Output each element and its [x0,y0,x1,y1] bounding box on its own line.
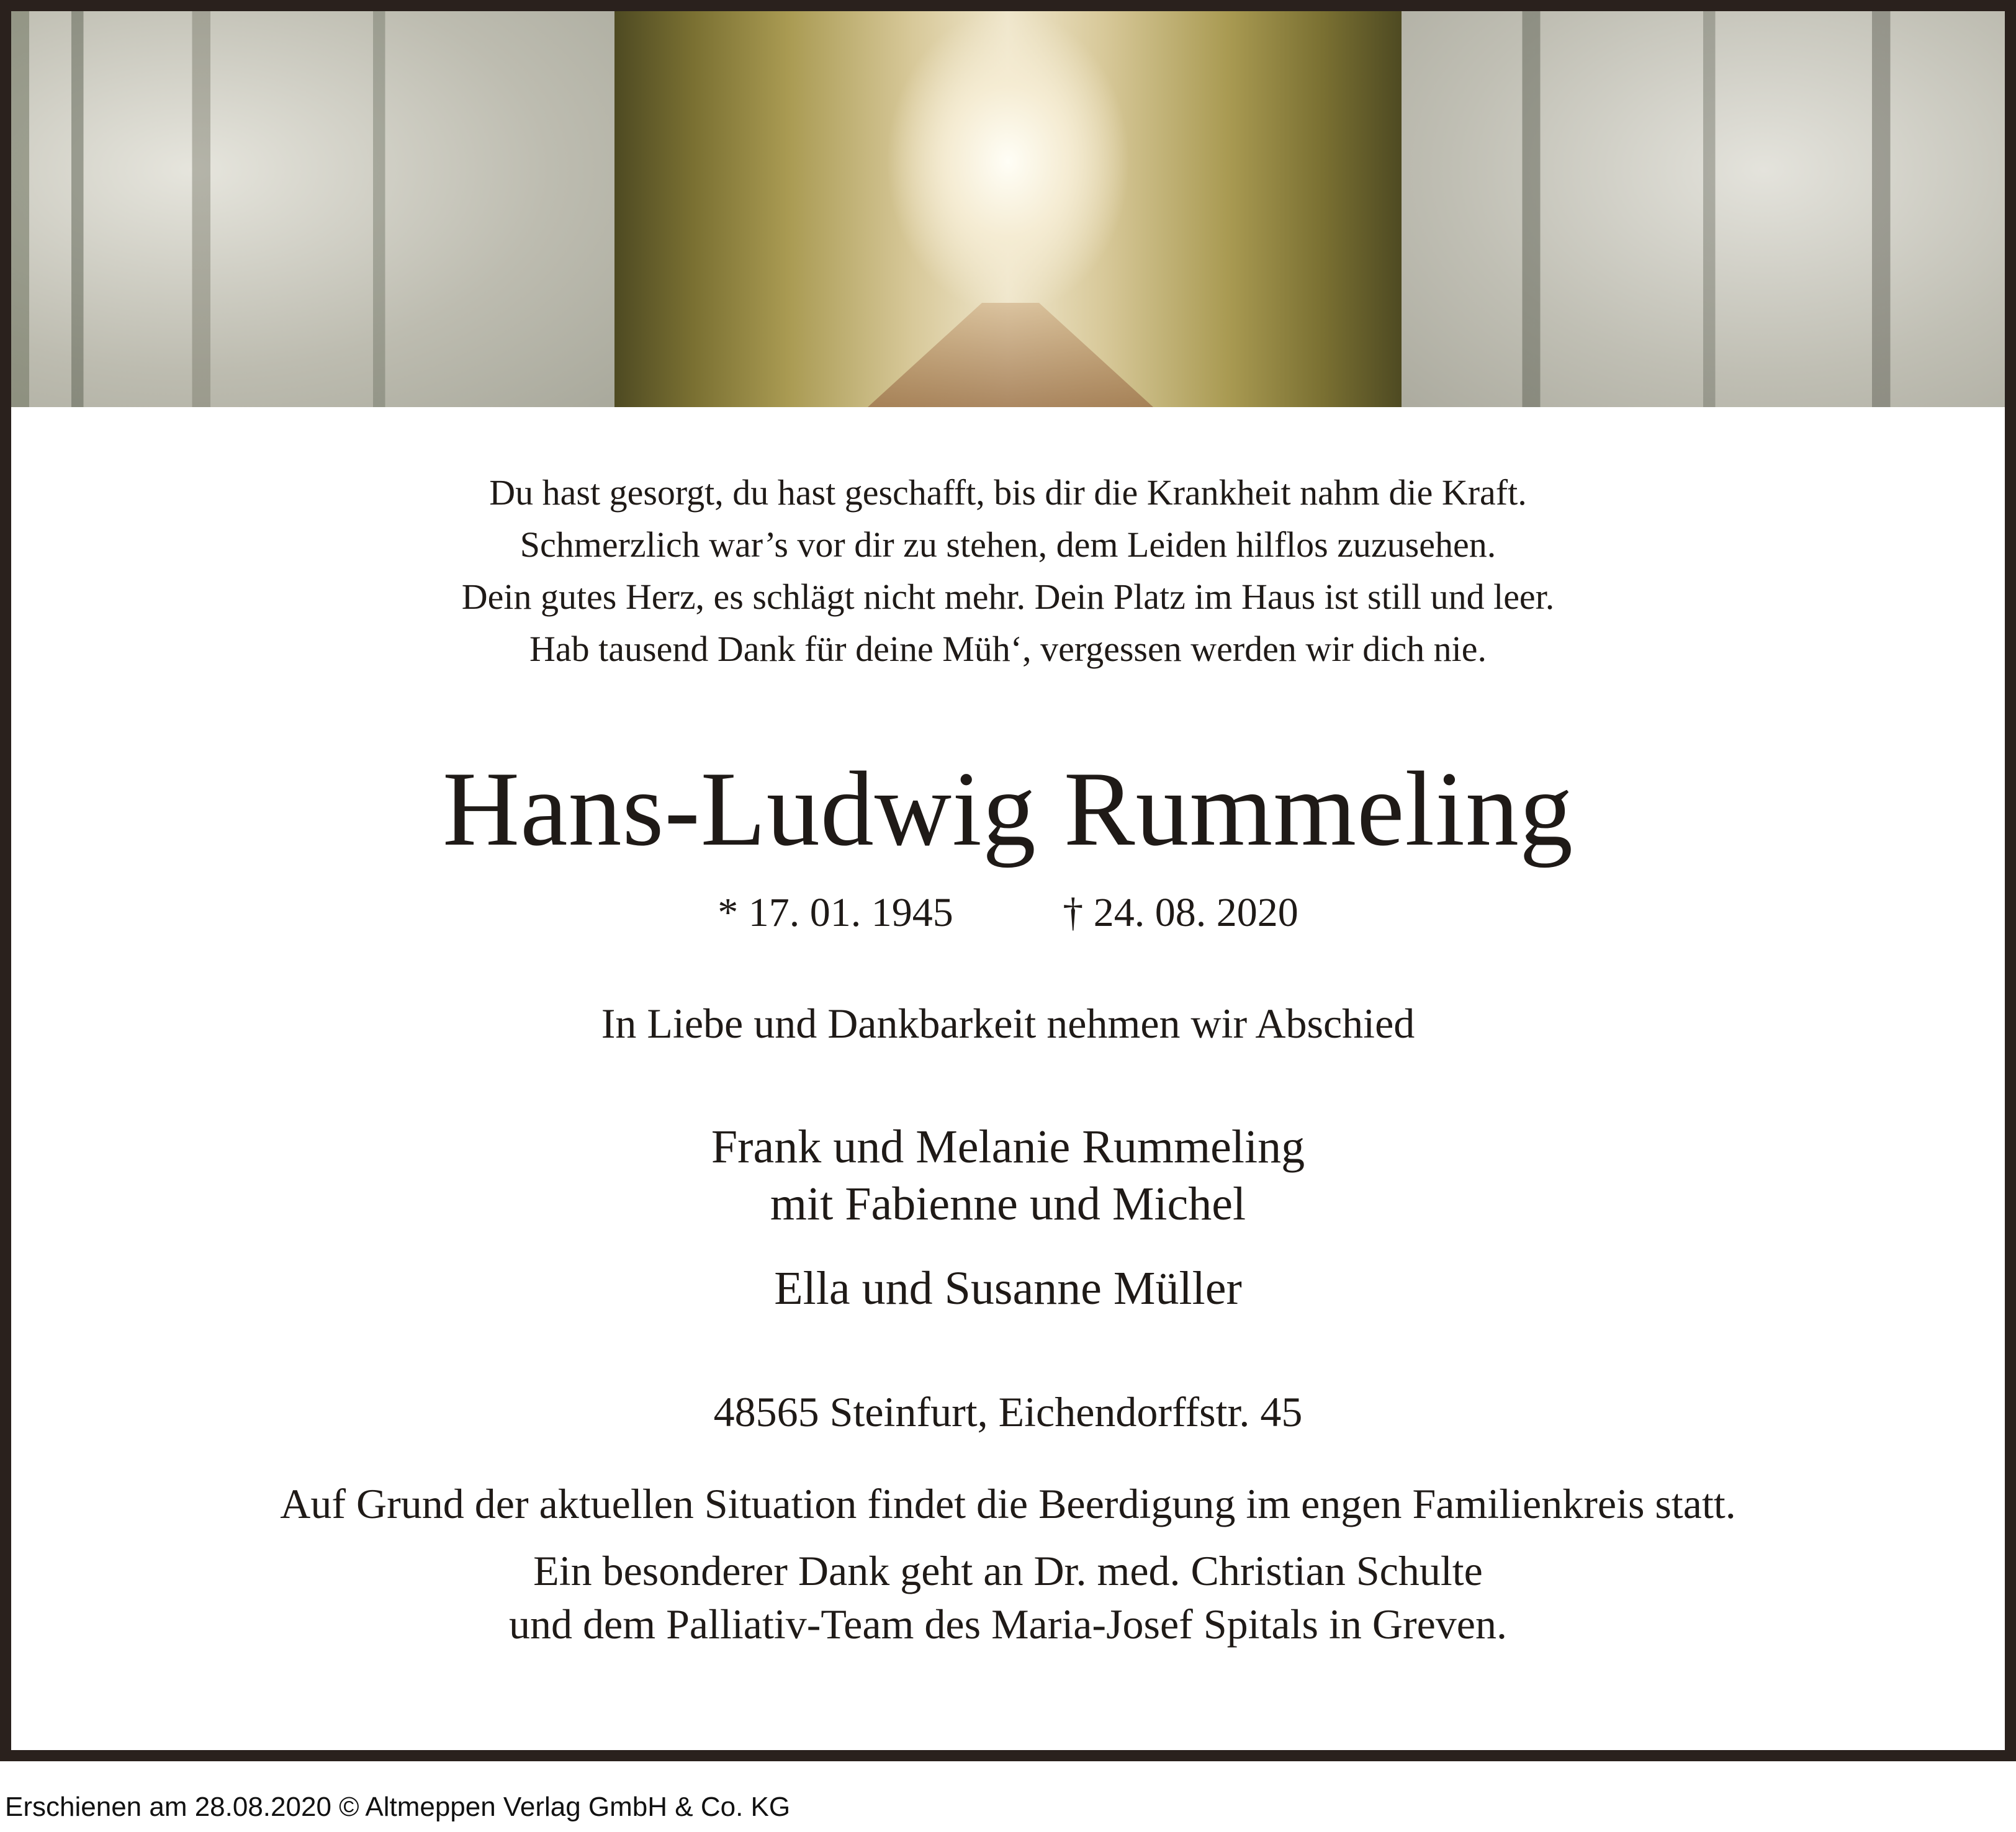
death-date: † 24. 08. 2020 [1063,890,1298,935]
life-dates [11,886,2005,940]
forest-right-panel [1402,11,2005,407]
farewell-text: In Liebe und Dankbarkeit nehmen wir Abschied [601,1000,1415,1047]
publication-footer: Erschienen am 28.08.2020 © Altmeppen Verlag GmbH & Co. KG [5,1792,791,1822]
family-line: mit Fabienne und Michel [770,1178,1246,1230]
poem-line: Du hast gesorgt, du hast geschafft, bis dir die Krankheit nahm die Kraft. [489,472,1527,513]
family-line: Frank und Melanie Rummeling [711,1121,1305,1173]
deceased-name: Hans-Ludwig Rummeling [442,750,1574,868]
family-group-2 [11,1260,2005,1317]
thanks-line: Ein besonderer Dank geht an Dr. med. Christian Schulte [533,1547,1483,1594]
poem-line: Dein gutes Herz, es schlägt nicht mehr. Dein Platz im Haus ist still und leer. [461,577,1555,617]
family-line: Ella und Susanne Müller [774,1262,1242,1314]
forest-path-banner-image [11,11,2005,407]
family-group-1 [11,1118,2005,1233]
birth-date: * 17. 01. 1945 [718,890,953,935]
poem [11,467,2005,675]
burial-note: Auf Grund der aktuellen Situation findet die Beerdigung im engen Familienkreis statt. [280,1480,1736,1527]
forest-left-panel [11,11,614,407]
address: 48565 Steinfurt, Eichendorffstr. 45 [713,1388,1303,1435]
poem-line: Schmerzlich war’s vor dir zu stehen, dem Leiden hilflos zuzusehen. [520,524,1496,565]
thanks-line: und dem Palliativ-Team des Maria-Josef Spitals in Greven. [509,1601,1507,1648]
poem-line: Hab tausend Dank für deine Müh‘, vergessen werden wir dich nie. [529,629,1487,669]
thanks-note [11,1544,2005,1651]
notice-content [11,407,2005,1651]
